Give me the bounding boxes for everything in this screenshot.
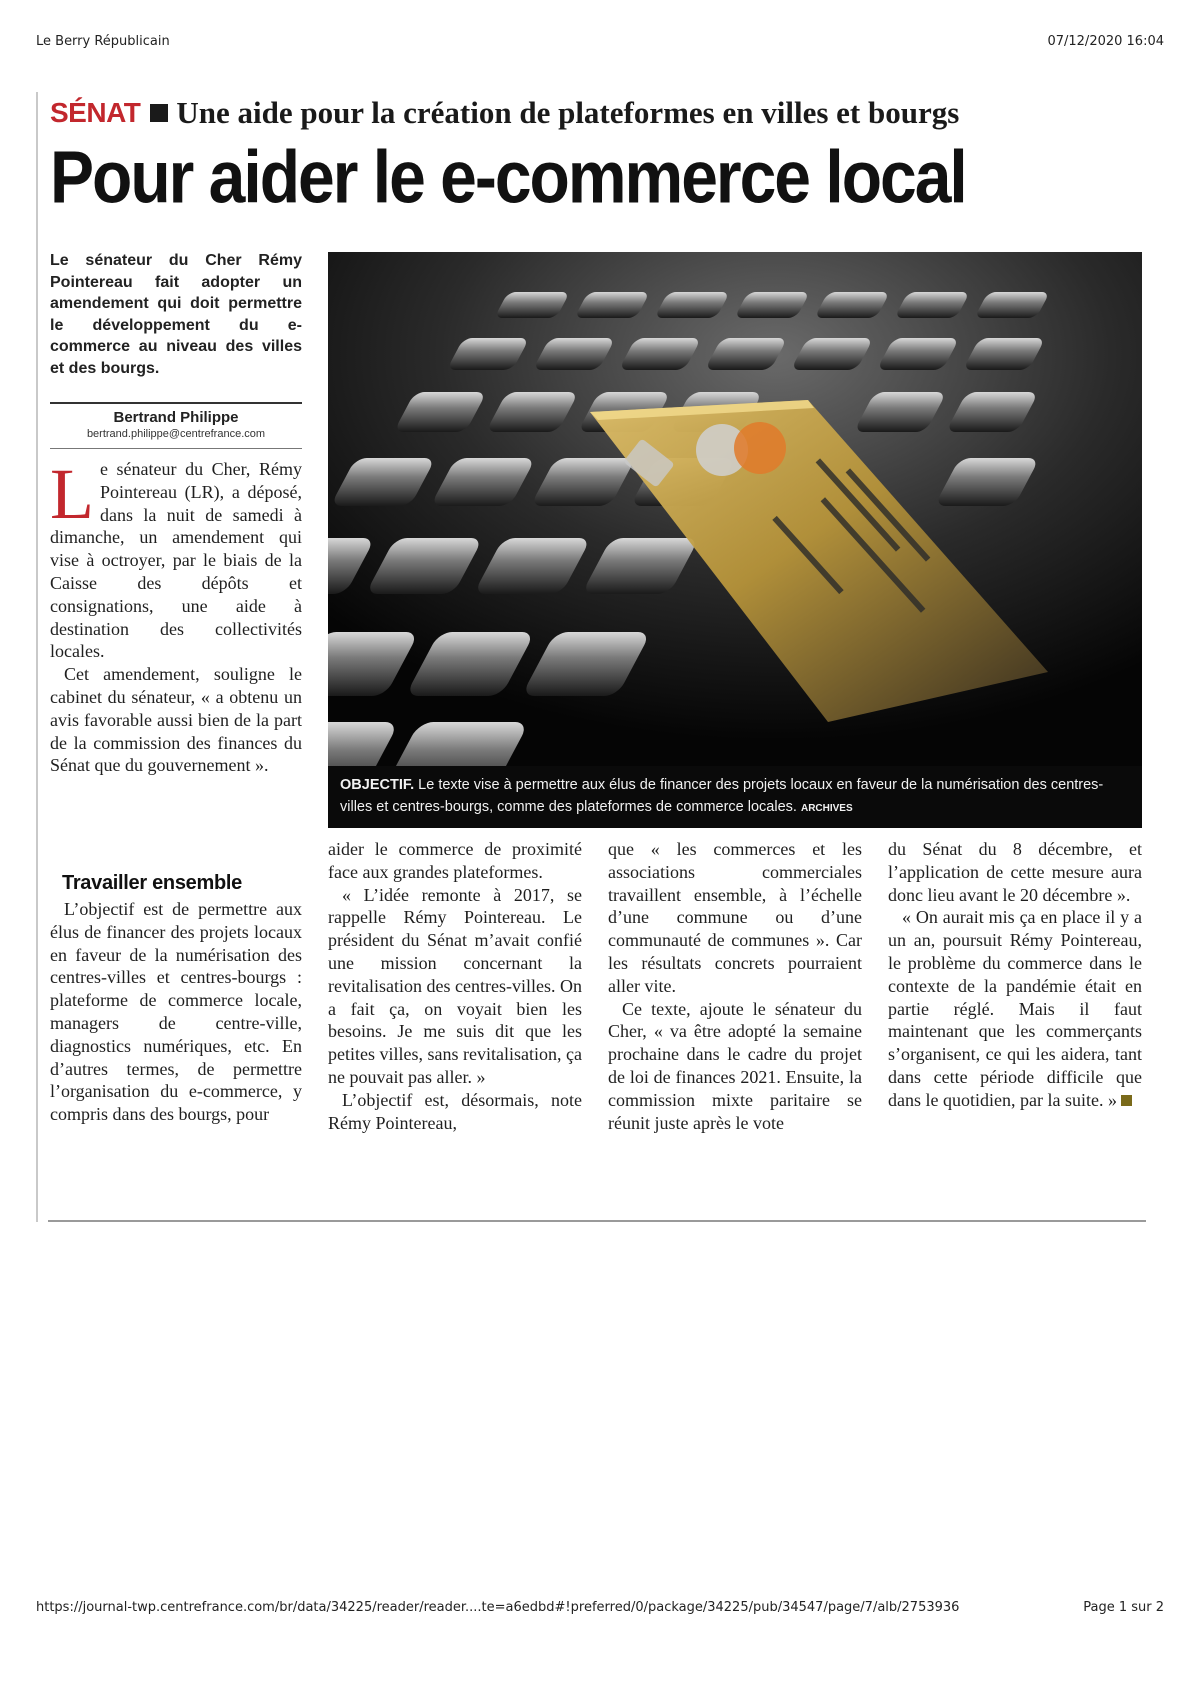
dropcap: L [50, 454, 94, 534]
keyboard-credit-card-illustration [328, 252, 1142, 766]
article [36, 92, 1146, 1222]
column-3 [608, 838, 862, 1194]
caption-label: OBJECTIF. [340, 777, 415, 793]
col4-paragraph-2 [888, 906, 1142, 1111]
page-number: Page 1 sur 2 [1083, 1600, 1164, 1615]
byline-name: Bertrand Philippe [113, 409, 239, 426]
col3-paragraph-2: Ce texte, ajoute le sénateur du Cher, « va être adopté la semaine prochaine dans le cadre du projet de loi de finances 2021. Ensuite, la commission mixte paritaire se réunit juste après le vote [608, 998, 862, 1133]
square-bullet-icon [150, 104, 168, 122]
end-mark-icon [1121, 1095, 1132, 1106]
byline-email: bertrand.philippe@centrefrance.com [86, 428, 266, 440]
col2-paragraph-1: aider le commerce de proximité face aux grandes plateformes. [328, 839, 582, 882]
kicker [50, 94, 959, 132]
paragraph-2: Cet amendement, souligne le cabinet du sénateur, « a obtenu un avis favorable aussi bien de la part de la commission des finances du Sénat que du gouvernement ». [50, 664, 302, 776]
photo-caption [328, 766, 1142, 828]
column-4 [888, 838, 1142, 1194]
caption-text: Le texte vise à permettre aux élus de financer des projets locaux en faveur de la numérisation des centres-villes et centres-bourgs, comme des plateformes de commerce locales. [340, 777, 1104, 815]
kicker-label: SÉNAT [50, 97, 141, 128]
col2-paragraph-2: « L’idée remonte à 2017, se rappelle Rémy Pointereau. Le président du Sénat m’avait confié une mission concernant la revitalisation des centres-villes. On a fait ça, on voyait bien les besoins. Je me suis dit que les petites villes, sans revitalisation, ça ne pouvait pas aller. » [328, 884, 582, 1087]
page-url[interactable]: https://journal-twp.centrefrance.com/br/data/34225/reader/reader....te=a6edbd#!preferred/0/package/34225/pub/34547/page/7/alb/2753936 [36, 1600, 960, 1615]
print-header [36, 34, 1164, 52]
col4-paragraph-2-text: « On aurait mis ça en place il y a un an, poursuit Rémy Pointereau, le problème du commerce dans le contexte de la pandémie était en partie réglé. Mais il faut maintenant que les commerçants s’organisent, ce qui les aidera, tant dans cette période difficile que dans le quotidien, par la suite. » [888, 907, 1142, 1110]
byline [50, 402, 302, 449]
col2-paragraph-3: L’objectif est, désormais, note Rémy Pointereau, [328, 1089, 582, 1133]
caption-credit: ARCHIVES [800, 803, 853, 814]
print-datetime: 07/12/2020 16:04 [1047, 34, 1164, 49]
paragraph-1-text: e sénateur du Cher, Rémy Pointereau (LR), a déposé, dans la nuit de samedi à dimanche, un amendement qui vise à octroyer, par le biais de la Caisse des dépôts et consignations, une aide à destination des collectivités locales. [50, 459, 302, 662]
paragraph-1 [50, 454, 302, 663]
publication-name: Le Berry Républicain [36, 34, 170, 49]
column-2 [328, 838, 582, 1194]
article-photo [328, 252, 1142, 828]
print-footer [36, 1600, 1164, 1618]
headline: Pour aider le e-commerce local [50, 135, 966, 218]
col3-paragraph-1: que « les commerces et les associations commerciales travaillent ensemble, à l’échelle d’une commune ou d’une communauté de communes ». Car les résultats concrets pourraient aller vite. [608, 839, 862, 996]
paragraph-3: L’objectif est de permettre aux élus de financer des projets locaux en faveur de la numérisation des centres-villes et centres-bourgs : plateforme de commerce locale, managers de centre-ville, diagnostics numériques, etc. En d’autres termes, de permettre l’organisation du e-commerce, y compris dans des bourgs, pour [50, 899, 302, 1125]
article-bottom-rule [48, 1220, 1146, 1222]
chapo: Le sénateur du Cher Rémy Pointereau fait adopter un amendement qui doit permettre le développement du e-commerce au niveau des villes et des bourgs. [50, 252, 302, 377]
column-1-bottom [50, 898, 302, 1194]
subhead: Travailler ensemble [62, 872, 242, 894]
kicker-text: Une aide pour la création de plateformes en villes et bourgs [176, 95, 960, 130]
col4-paragraph-1: du Sénat du 8 décembre, et l’application de cette mesure aura donc lieu avant le 20 décembre ». [888, 839, 1142, 905]
